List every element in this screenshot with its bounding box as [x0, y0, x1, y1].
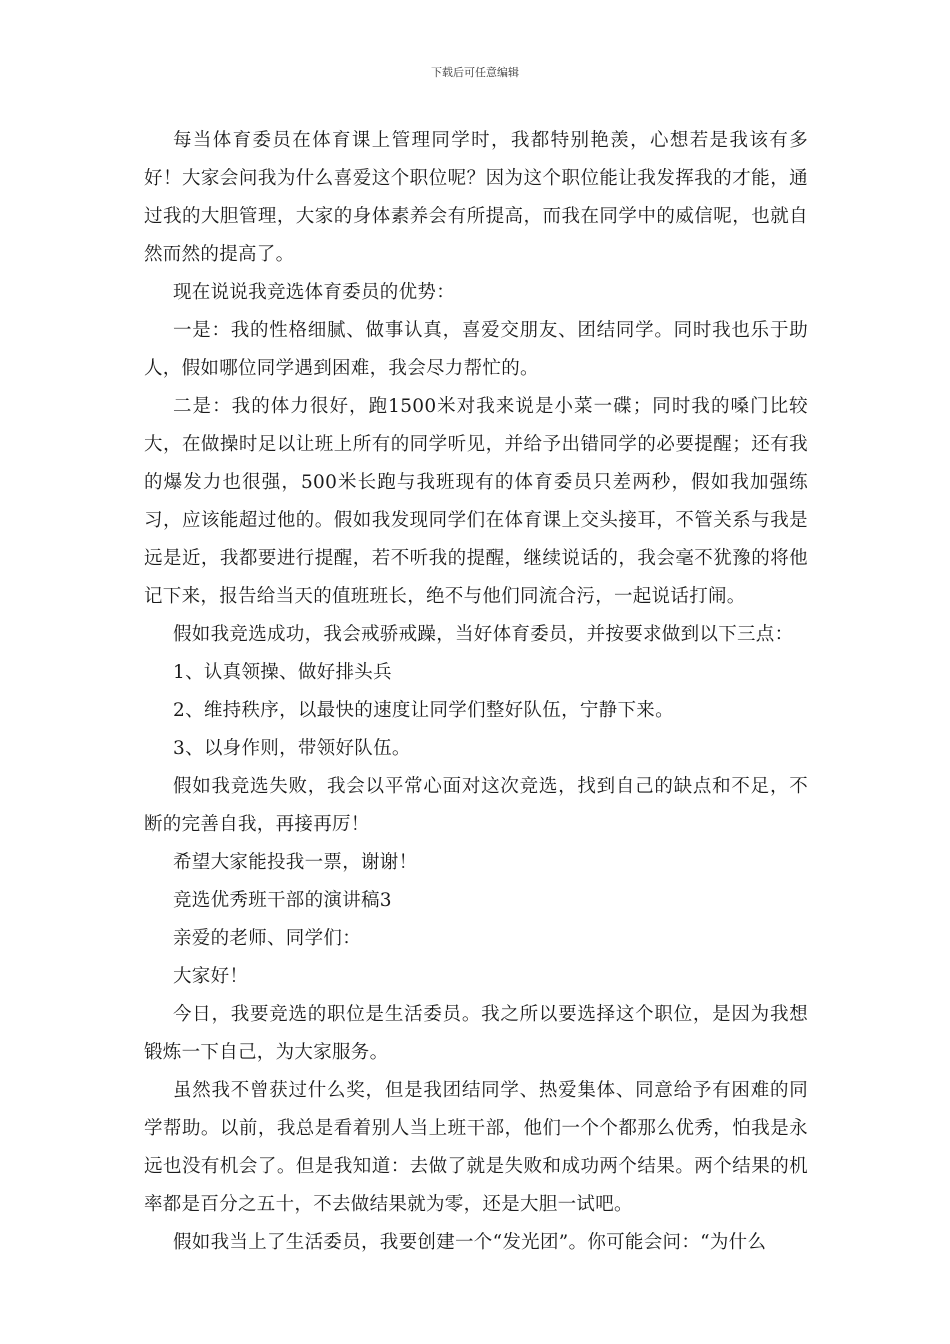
paragraph: 虽然我不曾获过什么奖，但是我团结同学、热爱集体、同意给予有困难的同学帮助。以前，我总是看着别人当上班干部，他们一个个都那么优秀，怕我是永远也没有机会了。但是我知道：去做了就是失败和成功两个结果。两个结果的机率都是百分之五十，不去做结果就为零，还是大胆一试吧。 [144, 1080, 808, 1215]
paragraph: 希望大家能投我一票，谢谢！ [173, 852, 418, 873]
paragraph: 假如我竞选成功，我会戒骄戒躁，当好体育委员，并按要求做到以下三点： [173, 624, 794, 645]
section-title: 竞选优秀班干部的演讲稿3 [173, 890, 392, 911]
paragraph: 今日，我要竞选的职位是生活委员。我之所以要选择这个职位，是因为我想锻炼一下自己，为大家服务。 [144, 1004, 808, 1063]
salutation: 亲爱的老师、同学们： [173, 928, 362, 949]
paragraph: 一是：我的性格细腻、做事认真，喜爱交朋友、团结同学。同时我也乐于助人，假如哪位同学遇到困难，我会尽力帮忙的。 [144, 320, 808, 379]
page-header: 下载后可任意编辑 [431, 66, 519, 79]
paragraph: 现在说说我竞选体育委员的优势： [173, 282, 456, 303]
paragraph: 每当体育委员在体育课上管理同学时，我都特别艳羡，心想若是我该有多好！大家会问我为什么喜爱这个职位呢？因为这个职位能让我发挥我的才能，通过我的大胆管理，大家的身体素养会有所提高，而我在同学中的威信呢，也就自然而然的提高了。 [144, 130, 808, 265]
paragraph: 二是：我的体力很好，跑1500米对我来说是小菜一碟；同时我的嗓门比较大，在做操时足以让班上所有的同学听见，并给予出错同学的必要提醒；还有我的爆发力也很强，500米长跑与我班现有的体育委员只差两秒，假如我加强练习，应该能超过他的。假如我发现同学们在体育课上交头接耳，不管关系与我是远是近，我都要进行提醒，若不听我的提醒，继续说话的，我会毫不犹豫的将他记下来，报告给当天的值班班长，绝不与他们同流合污，一起说话打闹。 [144, 396, 808, 607]
greeting: 大家好！ [173, 966, 249, 987]
list-item: 2、维持秩序，以最快的速度让同学们整好队伍，宁静下来。 [173, 700, 674, 721]
document-body [144, 122, 808, 1262]
paragraph: 假如我当上了生活委员，我要创建一个“发光团”。你可能会问：“为什么 [173, 1232, 767, 1253]
list-item: 3、以身作则，带领好队伍。 [173, 738, 411, 759]
paragraph: 假如我竞选失败，我会以平常心面对这次竞选，找到自己的缺点和不足，不断的完善自我，再接再厉！ [144, 776, 808, 835]
list-item: 1、认真领操、做好排头兵 [173, 662, 392, 683]
